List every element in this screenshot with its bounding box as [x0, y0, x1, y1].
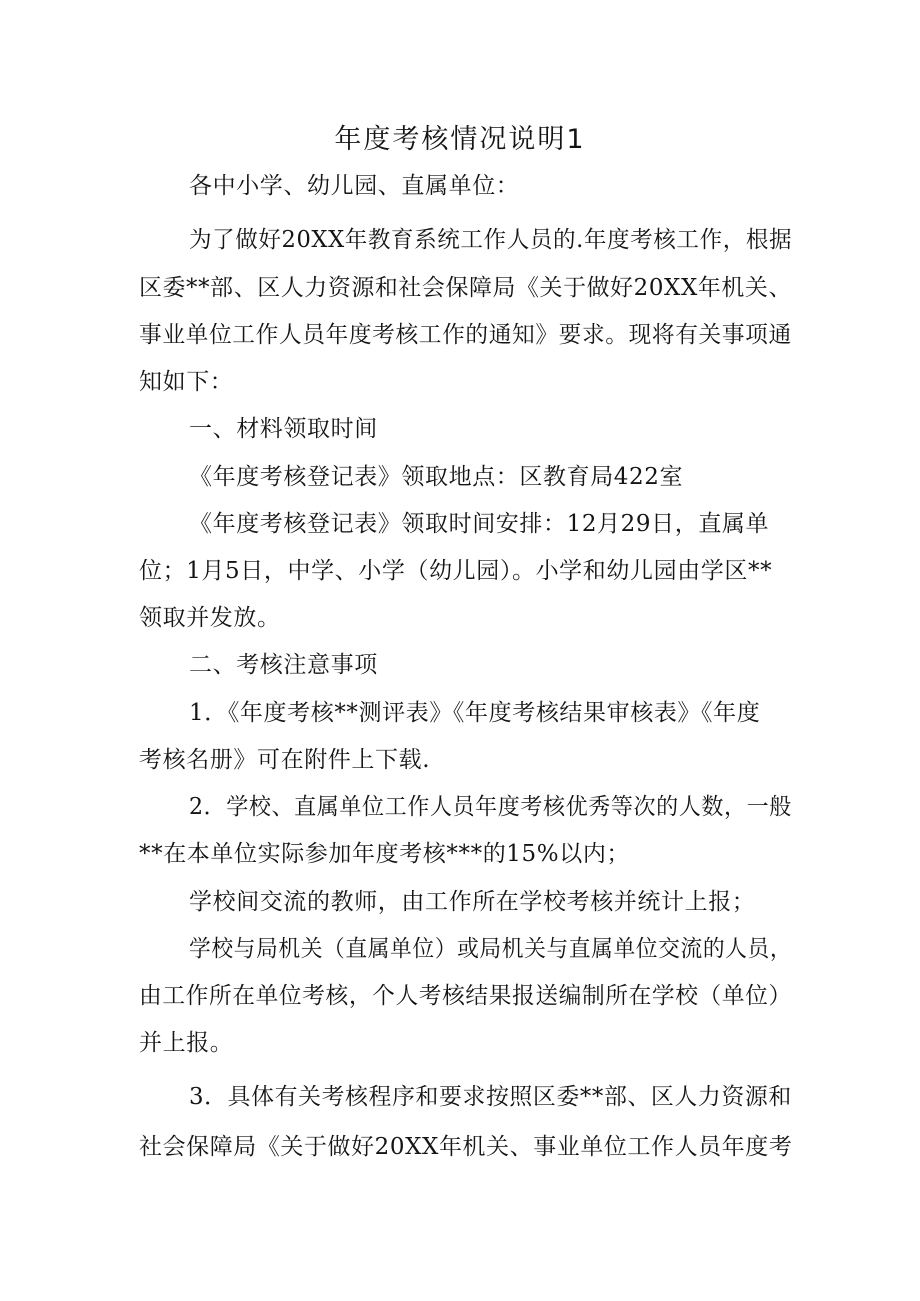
- pickup-schedule-line: 《年度考核登记表》领取时间安排：12月29日，直属单: [189, 511, 770, 537]
- document-title: 年度考核情况说明1: [334, 124, 586, 155]
- item-2-staff-exchange-line: 由工作所在单位考核，个人考核结果报送编制所在学校（单位）: [139, 983, 792, 1009]
- item-2-staff-exchange-line: 并上报。: [139, 1030, 234, 1056]
- paragraph-intro-line: 知如下：: [139, 369, 234, 395]
- salutation-line: 各中小学、幼儿园、直属单位：: [189, 173, 520, 199]
- item-2-staff-exchange-line: 学校与局机关（直属单位）或局机关与直属单位交流的人员，: [189, 936, 793, 962]
- item-3-line: 社会保障局《关于做好20XX年机关、事业单位工作人员年度考: [139, 1134, 793, 1160]
- item-2-teacher-exchange-line: 学校间交流的教师，由工作所在学校考核并统计上报；: [189, 889, 756, 915]
- pickup-location-line: 《年度考核登记表》领取地点：区教育局422室: [189, 464, 684, 490]
- item-1-line: 考核名册》可在附件上下载.: [139, 747, 431, 773]
- section-heading-1: 一、材料领取时间: [189, 416, 378, 442]
- item-2-line: 2．学校、直属单位工作人员年度考核优秀等次的人数，一般: [189, 794, 792, 820]
- item-1-line: 1．《年度考核**测评表》《年度考核结果审核表》《年度: [189, 700, 761, 726]
- item-2-line: **在本单位实际参加年度考核***的15%以内；: [139, 841, 631, 867]
- pickup-schedule-line: 领取并发放。: [139, 605, 281, 631]
- paragraph-intro-line: 事业单位工作人员年度考核工作的通知》要求。现将有关事项通: [139, 322, 792, 348]
- pickup-schedule-line: 位；1月5日，中学、小学（幼儿园）。小学和幼儿园由学区**: [139, 558, 773, 584]
- item-3-line: 3．具体有关考核程序和要求按照区委**部、区人力资源和: [189, 1084, 792, 1110]
- paragraph-intro-line: 为了做好20XX年教育系统工作人员的.年度考核工作，根据: [189, 227, 793, 253]
- section-heading-2: 二、考核注意事项: [189, 652, 378, 678]
- paragraph-intro-line: 区委**部、区人力资源和社会保障局《关于做好20XX年机关、: [139, 275, 792, 301]
